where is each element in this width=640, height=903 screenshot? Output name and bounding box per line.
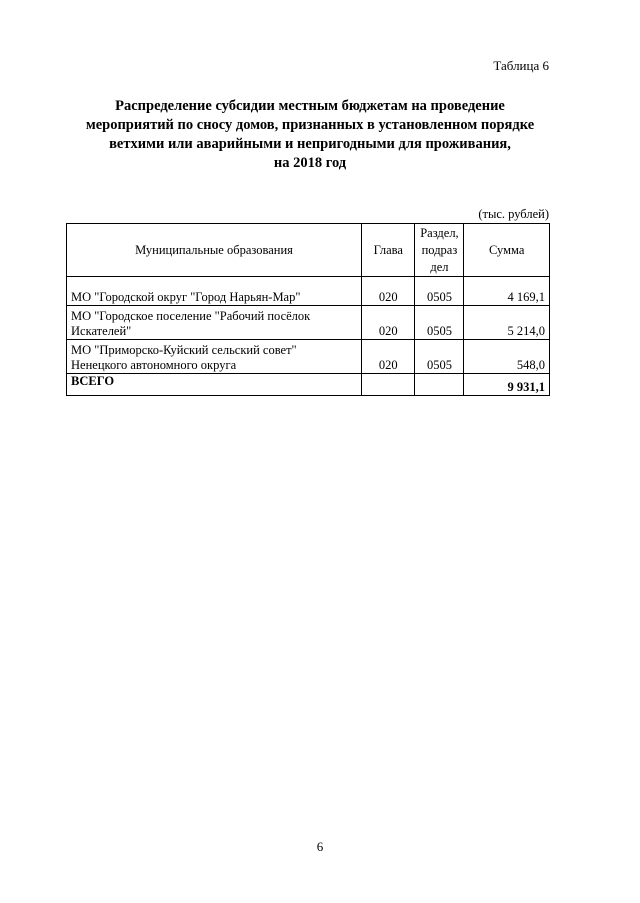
municipality-name-line: Ненецкого автономного округа <box>71 358 237 372</box>
header-municipality: Муниципальные образования <box>67 224 362 277</box>
header-razdel-line: Раздел, <box>420 225 459 240</box>
municipality-name-line: МО "Приморско-Куйский сельский совет" <box>71 343 297 357</box>
title-line: мероприятий по сносу домов, признанных в установленном порядке <box>85 117 535 133</box>
municipality-name-line: Искателей" <box>71 324 132 338</box>
title-line: Распределение субсидии местным бюджетам на проведение <box>115 98 505 114</box>
total-row <box>67 374 550 396</box>
municipality-name <box>67 277 362 306</box>
document-title <box>60 97 560 173</box>
header-razdel <box>415 224 464 277</box>
razdel-cell: 0505 <box>415 306 464 340</box>
summa-cell: 5 214,0 <box>464 306 550 340</box>
header-glava: Глава <box>362 224 415 277</box>
glava-cell: 020 <box>362 340 415 374</box>
summa-cell: 4 169,1 <box>464 277 550 306</box>
municipality-name-line: МО "Городское поселение "Рабочий посёлок <box>71 309 311 323</box>
table-row <box>67 340 550 374</box>
razdel-cell: 0505 <box>415 340 464 374</box>
header-razdel-line: дел <box>430 259 449 274</box>
table-row <box>67 306 550 340</box>
total-label: ВСЕГО <box>67 374 362 396</box>
total-razdel-cell <box>415 374 464 396</box>
razdel-cell: 0505 <box>415 277 464 306</box>
title-line: ветхими или аварийными и непригодными для проживания, <box>109 136 511 152</box>
subsidy-table <box>66 223 550 396</box>
municipality-name <box>67 340 362 374</box>
total-summa: 9 931,1 <box>464 374 550 396</box>
title-line: на 2018 год <box>273 155 347 171</box>
table-row <box>67 277 550 306</box>
header-summa: Сумма <box>464 224 550 277</box>
total-glava-cell <box>362 374 415 396</box>
municipality-name-line: МО "Городской округ "Город Нарьян-Мар" <box>71 290 301 304</box>
summa-cell: 548,0 <box>464 340 550 374</box>
municipality-name <box>67 306 362 340</box>
glava-cell: 020 <box>362 306 415 340</box>
table-header-row <box>67 224 550 277</box>
header-razdel-line: подраз <box>421 242 458 257</box>
glava-cell: 020 <box>362 277 415 306</box>
table-number-label: Таблица 6 <box>493 58 549 73</box>
page-number: 6 <box>316 839 324 854</box>
units-note: (тыс. рублей) <box>478 207 549 221</box>
